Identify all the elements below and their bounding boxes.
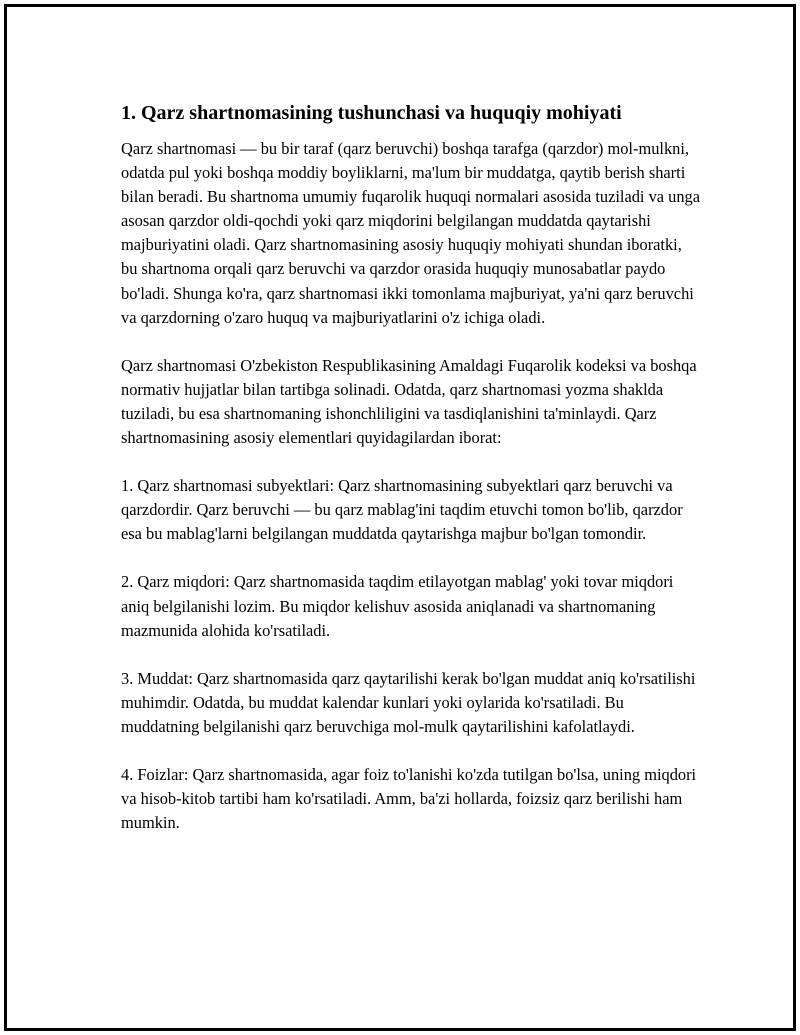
paragraph-amount: 2. Qarz miqdori: Qarz shartnomasida taqdim etilayotgan mablag' yoki tovar miqdori aniq belgilanishi lozim. Bu miqdor kelishuv asosida aniqlanadi va shartnomaning mazmunida alohida ko'rsatiladi. <box>121 572 674 640</box>
document-body <box>121 101 701 859</box>
paragraph-regulation: Qarz shartnomasi O'zbekiston Respublikasining Amaldagi Fuqarolik kodeksi va boshqa normativ hujjatlar bilan tartibga solinadi. Odatda, qarz shartnomasi yozma shaklda tuziladi, bu esa shartnomaning ishonchliligini va tasdiqlanishini ta'minlaydi. Qarz shartnomasining asosiy elementlari quyidagilardan iborat: <box>121 355 697 448</box>
page-frame <box>4 4 796 1031</box>
paragraph-term: 3. Muddat: Qarz shartnomasida qarz qaytarilishi kerak bo'lgan muddat aniq ko'rsatilishi muhimdir. Odatda, bu muddat kalendar kunlari yoki oylarida ko'rsatiladi. Bu muddatning belgilanishi qarz beruvchiga mol-mulk qaytarilishini kafolatlaydi. <box>121 668 696 736</box>
paragraph-definition: Qarz shartnomasi — bu bir taraf (qarz beruvchi) boshqa tarafga (qarzdor) mol-mulkni, odatda pul yoki boshqa moddiy boyliklarni, ma'lum bir muddatga, qaytib berish sharti bilan beradi. Bu shartnoma umumiy fuqarolik huquqi normalari asosida tuziladi va unga asosan qarzdor oldi-qochdi yoki qarz miqdorini belgilangan muddatda qaytarishi majburiyatini oladi. Qarz shartnomasining asosiy huquqiy mohiyati shundan iboratki, bu shartnoma orqali qarz beruvchi va qarzdor orasida huquqiy munosabatlar paydo bo'ladi. Shunga ko'ra, qarz shartnomasi ikki tomonlama majburiyat, ya'ni qarz beruvchi va qarzdorning o'zaro huquq va majburiyatlarini o'z ichiga oladi. <box>121 139 701 327</box>
section-heading: 1. Qarz shartnomasining tushunchasi va huquqiy mohiyati <box>121 102 622 124</box>
paragraph-interest: 4. Foizlar: Qarz shartnomasida, agar foiz to'lanishi ko'zda tutilgan bo'lsa, uning miqdori va hisob-kitob tartibi ham ko'rsatiladi. Amm, ba'zi hollarda, foizsiz qarz berilishi ham mumkin. <box>121 764 697 833</box>
paragraph-subjects: 1. Qarz shartnomasi subyektlari: Qarz shartnomasining subyektlari qarz beruvchi va qarzdordir. Qarz beruvchi — bu qarz mablag'ini taqdim etuvchi tomon bo'lib, qarzdor esa bu mablag'larni belgilangan muddatda qaytarishga majbur bo'lgan tomondir. <box>121 476 683 544</box>
